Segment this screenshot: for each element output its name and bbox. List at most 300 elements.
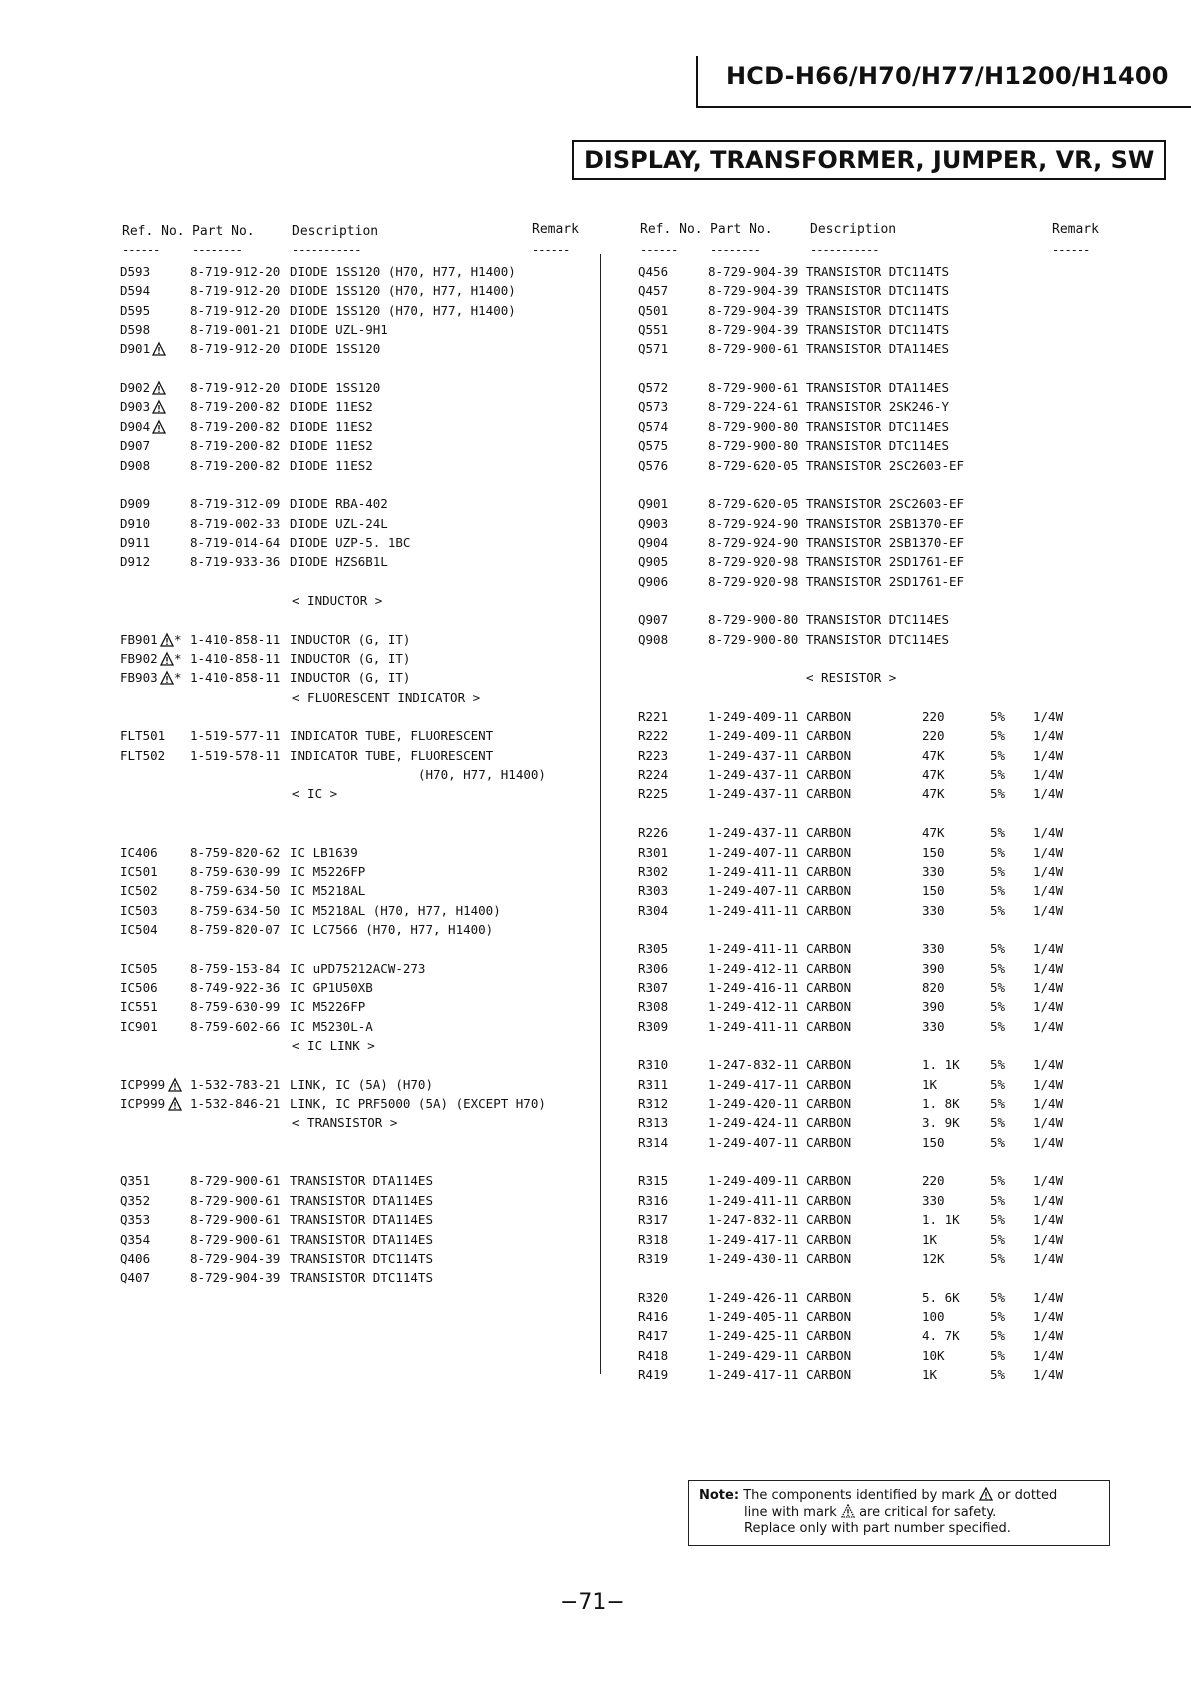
part-number: 8-719-014-64 [190,534,281,550]
category-heading: < INDUCTOR > [292,592,383,608]
ref-number: R225 [638,786,669,802]
resistance-value: 47K [922,767,945,783]
part-number: 8-719-002-33 [190,515,281,531]
description: TRANSISTOR DTC114ES [806,631,949,647]
part-number: 1-249-411-11 [708,902,799,918]
description: CARBON [806,1212,852,1228]
description: CARBON [806,747,852,763]
ref-number: IC504 [120,921,158,937]
ref-number: R419 [638,1366,669,1382]
wattage: 1/4W [1033,1328,1064,1344]
ref-number: R313 [638,1115,669,1131]
part-number: 8-729-904-39 [190,1250,281,1266]
star-mark: * [174,631,182,647]
description: TRANSISTOR DTA114ES [290,1192,433,1208]
left-header-remark: Remark [532,222,579,237]
part-number: 1-249-411-11 [708,1018,799,1034]
description: TRANSISTOR 2SC2603-EF [806,496,965,512]
ref-number: Q901 [638,496,669,512]
description: IC M5226FP [290,999,366,1015]
part-number: 1-249-412-11 [708,999,799,1015]
part-number: 8-729-224-61 [708,399,799,415]
part-number: 1-249-437-11 [708,747,799,763]
page-number: −71− [560,1590,625,1615]
description: DIODE UZP-5. 1BC [290,534,411,550]
description: CARBON [806,1134,852,1150]
ref-number: Q352 [120,1192,151,1208]
part-number: 8-719-200-82 [190,457,281,473]
description: IC GP1U50XB [290,979,373,995]
part-number: 1-410-858-11 [190,651,281,666]
description: CARBON [806,1366,852,1382]
wattage: 1/4W [1033,979,1064,995]
resistance-value: 1K [922,1231,938,1247]
ref-number: D595 [120,302,151,318]
description: CARBON [806,728,852,744]
description: INDUCTOR (G, IT) [290,670,411,686]
tolerance: 5% [990,1212,1006,1228]
wattage: 1/4W [1033,883,1064,899]
ref-number: FB903 [120,670,158,686]
part-number: 1-249-425-11 [708,1328,799,1344]
part-number: 1-249-417-11 [708,1076,799,1092]
category-heading: < IC LINK > [292,1038,375,1053]
part-number: 8-719-912-20 [190,380,281,396]
left-dash-part: -------- [192,243,242,257]
resistance-value: 10K [922,1347,945,1363]
ref-number: ICP999 [120,1076,166,1092]
resistance-value: 47K [922,747,945,763]
resistance-value: 150 [922,883,945,899]
description: DIODE RBA-402 [290,496,388,512]
wattage: 1/4W [1033,844,1064,860]
description: CARBON [806,1173,852,1189]
ref-number: R317 [638,1212,669,1228]
description: DIODE 11ES2 [290,418,373,434]
part-number: 1-532-846-21 [190,1096,281,1112]
part-number: 1-249-416-11 [708,979,799,995]
left-header-part: Part No. [192,224,255,239]
part-number: 8-729-900-80 [708,631,799,647]
category-heading: < TRANSISTOR > [292,1115,398,1131]
tolerance: 5% [990,1328,1006,1344]
right-dash-part: -------- [710,243,760,257]
description: IC M5226FP [290,863,366,879]
wattage: 1/4W [1033,709,1064,725]
description: INDUCTOR (G, IT) [290,651,411,666]
tolerance: 5% [990,960,1006,976]
ref-number: Q456 [638,264,669,279]
resistance-value: 1. 1K [922,1212,960,1228]
part-number: 8-729-900-80 [708,418,799,434]
description: TRANSISTOR 2SK246-Y [806,399,949,415]
resistance-value: 330 [922,1192,945,1208]
resistance-value: 47K [922,825,945,841]
ref-number: R418 [638,1347,669,1363]
right-header-remark: Remark [1052,222,1099,237]
part-number: 8-719-200-82 [190,418,281,434]
wattage: 1/4W [1033,1018,1064,1034]
part-number: 8-729-904-39 [708,322,799,338]
category-heading: < RESISTOR > [806,670,897,686]
right-header-ref: Ref. No. [640,222,703,237]
note-line-3: Replace only with part number specified. [744,1521,1011,1536]
description: CARBON [806,941,852,957]
tolerance: 5% [990,1308,1006,1324]
ref-number: FLT501 [120,728,166,744]
part-number: 8-729-904-39 [708,283,799,299]
tolerance: 5% [990,844,1006,860]
ref-number: R315 [638,1173,669,1189]
part-number: 1-249-411-11 [708,863,799,879]
description: CARBON [806,960,852,976]
description: CARBON [806,1057,852,1073]
tolerance: 5% [990,1173,1006,1189]
description: IC uPD75212ACW-273 [290,960,426,976]
description: DIODE HZS6B1L [290,554,388,570]
description: CARBON [806,709,852,725]
note-text-2b: are critical for safety. [859,1505,997,1520]
resistance-value: 100 [922,1308,945,1324]
description: CARBON [806,1115,852,1131]
part-number: 1-519-577-11 [190,728,281,744]
description: TRANSISTOR DTC114ES [806,438,949,454]
note-line-1 [699,1487,1099,1504]
left-dash-desc: ----------- [292,243,361,257]
description: CARBON [806,1289,852,1305]
description: TRANSISTOR DTA114ES [806,380,949,396]
ref-number: FB902 [120,651,158,666]
resistance-value: 220 [922,728,945,744]
part-number: 8-749-922-36 [190,979,281,995]
wattage: 1/4W [1033,728,1064,744]
description: IC M5218AL (H70, H77, H1400) [290,902,501,918]
ref-number: R310 [638,1057,669,1073]
ref-number: Q574 [638,418,669,434]
ref-number: IC506 [120,979,158,995]
tolerance: 5% [990,1018,1006,1034]
wattage: 1/4W [1033,1096,1064,1112]
wattage: 1/4W [1033,1347,1064,1363]
part-number: 1-249-405-11 [708,1308,799,1324]
resistance-value: 1K [922,1366,938,1382]
wattage: 1/4W [1033,767,1064,783]
description: TRANSISTOR 2SB1370-EF [806,515,965,531]
part-number: 8-759-634-50 [190,883,281,899]
ref-number: Q551 [638,322,669,338]
resistance-value: 47K [922,786,945,802]
note-text-1b: or dotted [997,1488,1058,1503]
description-continuation: (H70, H77, H1400) [418,767,546,783]
left-header-ref: Ref. No. [122,224,185,239]
part-number: 1-249-407-11 [708,883,799,899]
part-number: 8-729-920-98 [708,554,799,570]
description: CARBON [806,1328,852,1344]
resistance-value: 330 [922,1018,945,1034]
tolerance: 5% [990,1347,1006,1363]
ref-number: IC502 [120,883,158,899]
tolerance: 5% [990,1192,1006,1208]
wattage: 1/4W [1033,825,1064,841]
part-number: 8-729-900-61 [708,380,799,396]
part-number: 1-249-417-11 [708,1231,799,1247]
description: TRANSISTOR DTC114TS [806,302,949,318]
ref-number: IC501 [120,863,158,879]
description: TRANSISTOR 2SD1761-EF [806,573,965,589]
ref-number: Q573 [638,399,669,415]
tolerance: 5% [990,728,1006,744]
ref-number: FLT502 [120,747,166,763]
ref-number: Q354 [120,1231,151,1247]
star-mark: * [174,651,182,666]
wattage: 1/4W [1033,1231,1064,1247]
ref-number: IC901 [120,1018,158,1034]
description: LINK, IC (5A) (H70) [290,1076,433,1092]
description: DIODE 11ES2 [290,399,373,415]
description: CARBON [806,1096,852,1112]
wattage: 1/4W [1033,1308,1064,1324]
ref-number: R221 [638,709,669,725]
ref-number: D598 [120,322,151,338]
part-number: 1-247-832-11 [708,1057,799,1073]
resistance-value: 1. 8K [922,1096,960,1112]
part-number: 1-249-409-11 [708,728,799,744]
ref-number: IC503 [120,902,158,918]
part-number: 8-729-900-61 [708,341,799,357]
dotted-warning-triangle-icon [841,1504,855,1518]
wattage: 1/4W [1033,902,1064,918]
wattage: 1/4W [1033,1057,1064,1073]
ref-number: IC505 [120,960,158,976]
description: TRANSISTOR DTC114ES [806,418,949,434]
ref-number: R318 [638,1231,669,1247]
description: INDICATOR TUBE, FLUORESCENT [290,747,494,763]
wattage: 1/4W [1033,1115,1064,1131]
part-number: 1-249-430-11 [708,1250,799,1266]
note-line-2 [699,1504,1099,1521]
category-heading: < IC > [292,786,338,802]
resistance-value: 390 [922,960,945,976]
ref-number: Q908 [638,631,669,647]
ref-number: D910 [120,515,151,531]
part-number: 8-759-634-50 [190,902,281,918]
part-number: 8-729-900-61 [190,1192,281,1208]
ref-number: R306 [638,960,669,976]
tolerance: 5% [990,902,1006,918]
description: DIODE 1SS120 [290,341,381,357]
part-number: 8-729-900-80 [708,438,799,454]
tolerance: 5% [990,1057,1006,1073]
description: LINK, IC PRF5000 (5A) (EXCEPT H70) [290,1096,546,1112]
tolerance: 5% [990,1289,1006,1305]
ref-number: R224 [638,767,669,783]
part-number: 1-249-426-11 [708,1289,799,1305]
tolerance: 5% [990,1366,1006,1382]
ref-number: Q457 [638,283,669,299]
tolerance: 5% [990,1115,1006,1131]
part-number: 1-249-424-11 [708,1115,799,1131]
description: CARBON [806,1231,852,1247]
wattage: 1/4W [1033,1366,1064,1382]
ref-number: D902 [120,380,151,396]
ref-number: Q571 [638,341,669,357]
description: CARBON [806,979,852,995]
ref-number: Q904 [638,534,669,550]
description: TRANSISTOR DTA114ES [290,1212,433,1228]
part-number: 8-729-900-61 [190,1173,281,1189]
part-number: 1-249-437-11 [708,786,799,802]
description: TRANSISTOR 2SD1761-EF [806,554,965,570]
ref-number: R226 [638,825,669,841]
part-number: 1-410-858-11 [190,670,281,686]
tolerance: 5% [990,883,1006,899]
description: IC LC7566 (H70, H77, H1400) [290,921,494,937]
part-number: 1-249-437-11 [708,825,799,841]
tolerance: 5% [990,863,1006,879]
ref-number: R223 [638,747,669,763]
part-number: 8-729-620-05 [708,496,799,512]
part-number: 8-729-904-39 [190,1270,281,1286]
right-dash-ref: ------ [640,243,678,257]
part-number: 8-719-200-82 [190,438,281,454]
part-number: 8-719-912-20 [190,283,281,299]
safety-note [688,1480,1110,1546]
ref-number: R316 [638,1192,669,1208]
description: CARBON [806,786,852,802]
description: CARBON [806,825,852,841]
right-dash-remark: ------ [1052,243,1090,257]
ref-number: Q572 [638,380,669,396]
tolerance: 5% [990,979,1006,995]
description: CARBON [806,1347,852,1363]
ref-number: R301 [638,844,669,860]
description: TRANSISTOR DTC114TS [290,1270,433,1286]
ref-number: R416 [638,1308,669,1324]
tolerance: 5% [990,767,1006,783]
ref-number: Q575 [638,438,669,454]
ref-number: Q576 [638,457,669,473]
part-number: 1-249-407-11 [708,1134,799,1150]
ref-number: R311 [638,1076,669,1092]
description: CARBON [806,1018,852,1034]
wattage: 1/4W [1033,960,1064,976]
part-number: 1-410-858-11 [190,631,281,647]
description: CARBON [806,767,852,783]
description: CARBON [806,883,852,899]
ref-number: D594 [120,283,151,299]
ref-number: R304 [638,902,669,918]
description: DIODE 1SS120 [290,380,381,396]
ref-number: D911 [120,534,151,550]
description: CARBON [806,902,852,918]
resistance-value: 5. 6K [922,1289,960,1305]
column-divider [600,254,601,1374]
description: TRANSISTOR DTA114ES [806,341,949,357]
wattage: 1/4W [1033,1250,1064,1266]
tolerance: 5% [990,709,1006,725]
part-number: 8-729-620-05 [708,457,799,473]
ref-number: R417 [638,1328,669,1344]
model-title: HCD-H66/H70/H77/H1200/H1400 [726,62,1169,90]
resistance-value: 4. 7K [922,1328,960,1344]
ref-number: FB901 [120,631,158,647]
ref-number: IC406 [120,844,158,860]
tolerance: 5% [990,999,1006,1015]
part-number: 8-759-630-99 [190,863,281,879]
description: TRANSISTOR DTC114TS [806,322,949,338]
resistance-value: 12K [922,1250,945,1266]
ref-number: Q903 [638,515,669,531]
description: DIODE 11ES2 [290,457,373,473]
ref-number: R222 [638,728,669,744]
description: TRANSISTOR DTC114TS [290,1250,433,1266]
part-number: 8-729-904-39 [708,264,799,279]
category-heading: < FLUORESCENT INDICATOR > [292,689,481,705]
part-number: 1-519-578-11 [190,747,281,763]
part-number: 1-249-409-11 [708,709,799,725]
part-number: 1-249-429-11 [708,1347,799,1363]
warning-triangle-icon [979,1487,993,1501]
resistance-value: 1K [922,1076,938,1092]
ref-number: D908 [120,457,151,473]
description: DIODE UZL-9H1 [290,322,388,338]
note-text-1a: The components identified by mark [743,1488,975,1503]
part-number: 8-719-933-36 [190,554,281,570]
part-number: 8-729-924-90 [708,515,799,531]
resistance-value: 390 [922,999,945,1015]
ref-number: R309 [638,1018,669,1034]
part-number: 8-719-200-82 [190,399,281,415]
description: DIODE 11ES2 [290,438,373,454]
ref-number: D593 [120,264,151,279]
description: TRANSISTOR DTC114TS [806,264,949,279]
description: CARBON [806,1192,852,1208]
ref-number: R320 [638,1289,669,1305]
ref-number: D909 [120,496,151,512]
tolerance: 5% [990,1076,1006,1092]
description: TRANSISTOR DTA114ES [290,1173,433,1189]
ref-number: Q907 [638,612,669,628]
part-number: 1-249-407-11 [708,844,799,860]
description: CARBON [806,1250,852,1266]
part-number: 1-249-417-11 [708,1366,799,1382]
ref-number: R302 [638,863,669,879]
part-number: 8-729-900-61 [190,1212,281,1228]
description: IC M5230L-A [290,1018,373,1034]
tolerance: 5% [990,825,1006,841]
ref-number: D904 [120,418,151,434]
part-number: 1-532-783-21 [190,1076,281,1092]
left-dash-remark: ------ [532,243,570,257]
part-number: 8-759-630-99 [190,999,281,1015]
resistance-value: 330 [922,863,945,879]
part-number: 8-729-924-90 [708,534,799,550]
tolerance: 5% [990,1134,1006,1150]
part-number: 8-759-820-62 [190,844,281,860]
description: DIODE 1SS120 (H70, H77, H1400) [290,302,516,318]
left-dash-ref: ------ [122,243,160,257]
tolerance: 5% [990,1250,1006,1266]
description: CARBON [806,1076,852,1092]
resistance-value: 330 [922,941,945,957]
ref-number: R303 [638,883,669,899]
part-number: 8-719-912-20 [190,341,281,357]
wattage: 1/4W [1033,1289,1064,1305]
part-number: 8-719-312-09 [190,496,281,512]
description: IC M5218AL [290,883,366,899]
right-header-description: Description [810,222,897,237]
description: CARBON [806,863,852,879]
